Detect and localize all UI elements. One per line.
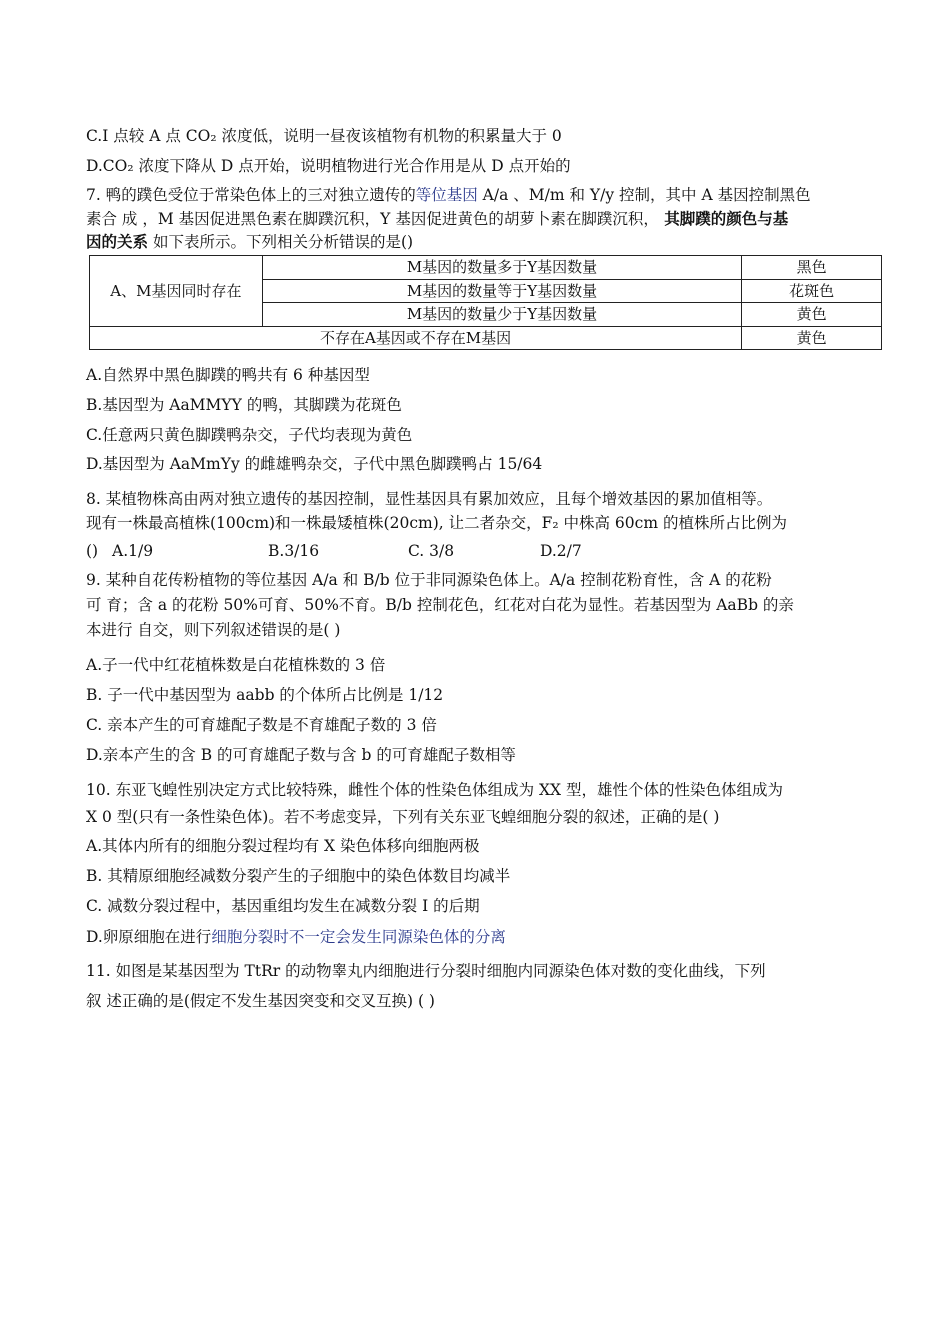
q8-option-a: A.1/9 [112, 542, 154, 560]
condition-cell: 不存在A基因或不存在M基因 [90, 326, 742, 350]
color-cell: 花斑色 [742, 279, 882, 303]
q10-stem-line1: 10. 东亚飞蝗性别决定方式比较特殊，雌性个体的性染色体组成为 XX 型，雄性个体的性染色体组成为 [86, 781, 784, 799]
q8-prefix: () [86, 542, 99, 560]
allele-link[interactable]: 等位基因 [415, 186, 478, 204]
q10-option-b: B. 其精原细胞经减数分裂产生的子细胞中的染色体数目均减半 [86, 867, 511, 885]
q7-stem-bold: 因的关系 [86, 232, 149, 251]
q6-option-d: D.CO₂ 浓度下降从 D 点开始，说明植物进行光合作用是从 D 点开始的 [86, 157, 571, 175]
table-row [90, 256, 882, 280]
q8-option-b: B.3/16 [268, 542, 320, 560]
condition-cell: M基因的数量等于Y基因数量 [262, 279, 741, 303]
q8-option-d: D.2/7 [540, 542, 582, 560]
q10-option-d [86, 926, 506, 948]
q9-stem-line3: 本进行 自交，则下列叙述错误的是( ) [86, 621, 341, 639]
q11-stem-line1: 11. 如图是某基因型为 TtRr 的动物睾丸内细胞进行分裂时细胞内同源染色体对数的变化曲线，下列 [86, 962, 766, 980]
q7-option-a: A.自然界中黑色脚蹼的鸭共有 6 种基因型 [86, 366, 370, 384]
color-cell: 黄色 [742, 303, 882, 327]
q8-stem-line1: 8. 某植物株高由两对独立遗传的基因控制，显性基因具有累加效应，且每个增效基因的累加值相等。 [86, 490, 773, 508]
q8-stem-line2: 现有一株最高植株(100cm)和一株最矮植株(20cm), 让二者杂交，F₂ 中株高 60cm 的植株所占比例为 [86, 514, 787, 532]
q9-option-b: B. 子一代中基因型为 aabb 的个体所占比例是 1/12 [86, 686, 444, 704]
q9-stem-line1: 9. 某种自花传粉植物的等位基因 A/a 和 B/b 位于非同源染色体上。A/a 控制花粉育性，含 A 的花粉 [86, 571, 772, 589]
table-row [90, 326, 882, 350]
q7-stem-line3 [86, 231, 413, 253]
q9-option-d: D.亲本产生的含 B 的可育雄配子数与含 b 的可育雄配子数相等 [86, 746, 516, 764]
q9-option-a: A.子一代中红花植株数是白花植株数的 3 倍 [86, 656, 386, 674]
q6-option-c: C.I 点较 A 点 CO₂ 浓度低，说明一昼夜该植物有机物的积累量大于 0 [86, 127, 562, 145]
q7-stem-text: 如下表所示。下列相关分析错误的是() [148, 233, 414, 251]
q7-gene-table [89, 255, 882, 350]
q8-options [86, 540, 582, 562]
cell-division-link[interactable]: 细胞分裂时不一定会发生同源染色体的分离 [211, 928, 506, 946]
q7-option-b: B.基因型为 AaMMYY 的鸭，其脚蹼为花斑色 [86, 396, 402, 414]
q7-stem-bold: 其脚蹼的颜色与基 [658, 209, 789, 228]
q11-stem-line2: 叙 述正确的是(假定不发生基因突变和交叉互换) ( ) [86, 992, 435, 1010]
q8-option-c: C. 3/8 [408, 542, 455, 560]
q10-stem-line2: X 0 型(只有一条性染色体)。若不考虑变异，下列有关东亚飞蝗细胞分裂的叙述，正确的是( ) [86, 808, 720, 826]
q9-option-c: C. 亲本产生的可育雄配子数是不育雄配子数的 3 倍 [86, 716, 437, 734]
q7-stem-line2 [86, 208, 788, 230]
q9-stem-line2: 可 育；含 a 的花粉 50%可育、50%不育。B/b 控制花色，红花对白花为显性。若基因型为 AaBb 的亲 [86, 596, 794, 614]
q7-option-d: D.基因型为 AaMmYy 的雌雄鸭杂交，子代中黑色脚蹼鸭占 15/64 [86, 455, 543, 473]
q7-stem-text: A/a 、M/m 和 Y/y 控制，其中 A 基因控制黑色 [477, 186, 811, 204]
condition-cell: M基因的数量多于Y基因数量 [262, 256, 741, 280]
q7-stem-line1 [86, 184, 811, 206]
q7-stem-text: 素合 成 ，M 基因促进黑色素在脚蹼沉积，Y 基因促进黄色的胡萝卜素在脚蹼沉积， [86, 210, 659, 228]
color-cell: 黑色 [742, 256, 882, 280]
q10-option-d-text: D.卵原细胞在进行 [86, 928, 212, 946]
q10-option-c: C. 减数分裂过程中，基因重组均发生在减数分裂 I 的后期 [86, 897, 480, 915]
group-label-cell: A、M基因同时存在 [90, 256, 263, 327]
q7-option-c: C.任意两只黄色脚蹼鸭杂交，子代均表现为黄色 [86, 426, 413, 444]
color-cell: 黄色 [742, 326, 882, 350]
condition-cell: M基因的数量少于Y基因数量 [262, 303, 741, 327]
q10-option-a: A.其体内所有的细胞分裂过程均有 X 染色体移向细胞两极 [86, 837, 480, 855]
q7-stem-text: 7. 鸭的蹼色受位于常染色体上的三对独立遗传的 [86, 186, 416, 204]
